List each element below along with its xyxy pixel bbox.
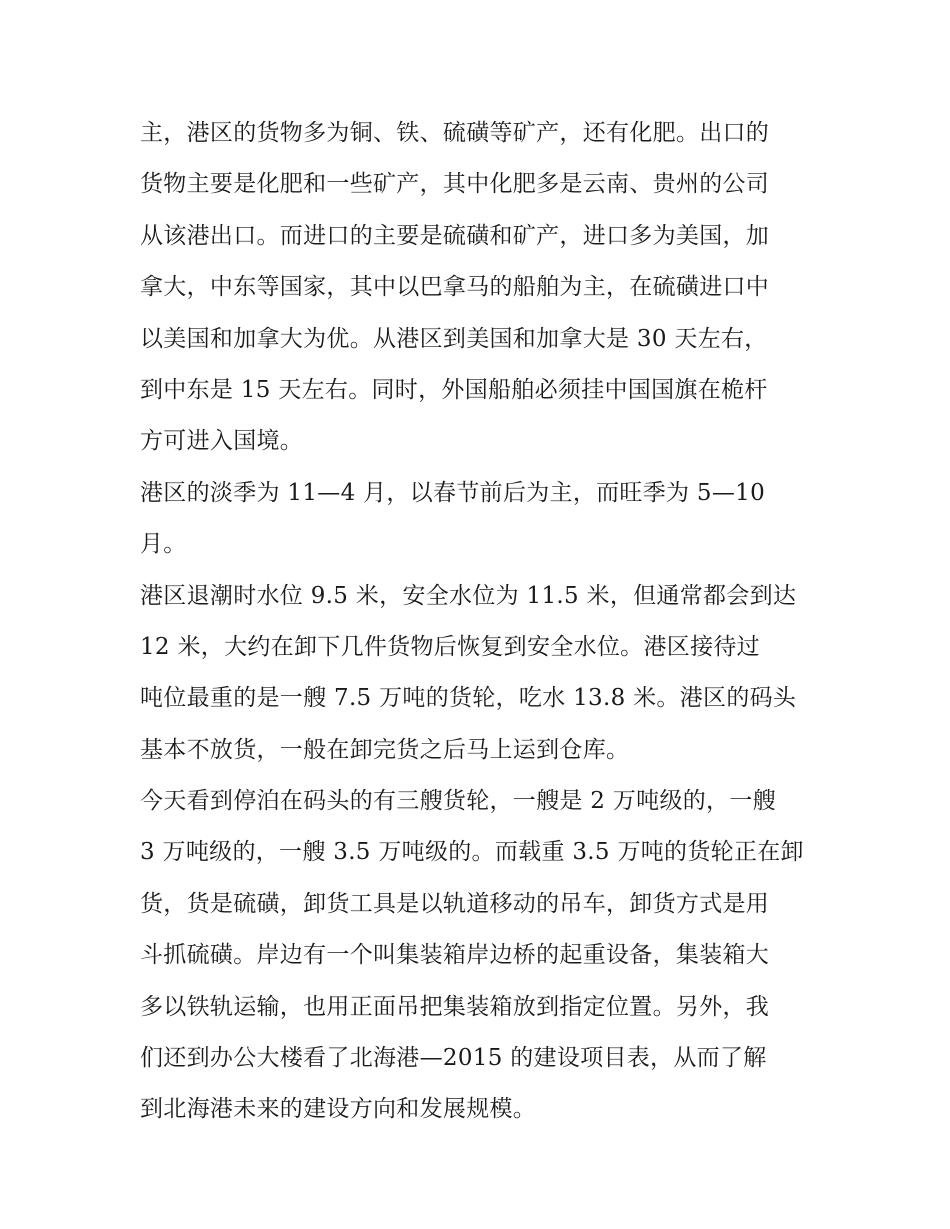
text-line: 港区退潮时水位 9.5 米，安全水位为 11.5 米，但通常都会到达 [140, 582, 797, 609]
text-line: 主，港区的货物多为铜、铁、硫磺等矿产，还有化肥。出口的 [140, 120, 770, 146]
text-line: 斗抓硫磺。岸边有一个叫集装箱岸边桥的起重设备，集装箱大 [140, 942, 770, 969]
text-line: 月。 [140, 531, 187, 558]
text-line: 港区的淡季为 11—4 月，以春节前后为主，而旺季为 5—10 [140, 479, 766, 506]
body-text [140, 108, 830, 1136]
text-line: 基本不放货，一般在卸完货之后马上运到仓库。 [140, 736, 630, 763]
text-line: 拿大，中东等国家，其中以巴拿马的船舶为主，在硫磺进口中 [140, 274, 770, 301]
text-line: 货，货是硫磺，卸货工具是以轨道移动的吊车，卸货方式是用 [140, 890, 770, 917]
text-line: 方可进入国境。 [140, 428, 304, 455]
text-line: 货物主要是化肥和一些矿产，其中化肥多是云南、贵州的公司 [140, 171, 770, 198]
text-line: 们还到办公大楼看了北海港—2015 的建设项目表，从而了解 [140, 1045, 767, 1072]
text-line: 到中东是 15 天左右。同时，外国船舶必须挂中国国旗在桅杆 [140, 376, 768, 403]
text-line: 今天看到停泊在码头的有三艘货轮，一艘是 2 万吨级的，一艘 [140, 788, 776, 815]
text-line: 3 万吨级的，一艘 3.5 万吨级的。而载重 3.5 万吨的货轮正在卸 [140, 839, 804, 866]
text-line: 以美国和加拿大为优。从港区到美国和加拿大是 30 天左右， [140, 325, 768, 352]
text-line: 到北海港未来的建设方向和发展规模。 [140, 1096, 537, 1123]
text-line: 多以铁轨运输，也用正面吊把集装箱放到指定位置。另外，我 [140, 993, 770, 1020]
text-line: 从该港出口。而进口的主要是硫磺和矿产，进口多为美国，加 [140, 222, 770, 249]
text-line: 12 米，大约在卸下几件货物后恢复到安全水位。港区接待过 [140, 633, 760, 660]
text-line: 吨位最重的是一艘 7.5 万吨的货轮，吃水 13.8 米。港区的码头 [140, 685, 797, 712]
